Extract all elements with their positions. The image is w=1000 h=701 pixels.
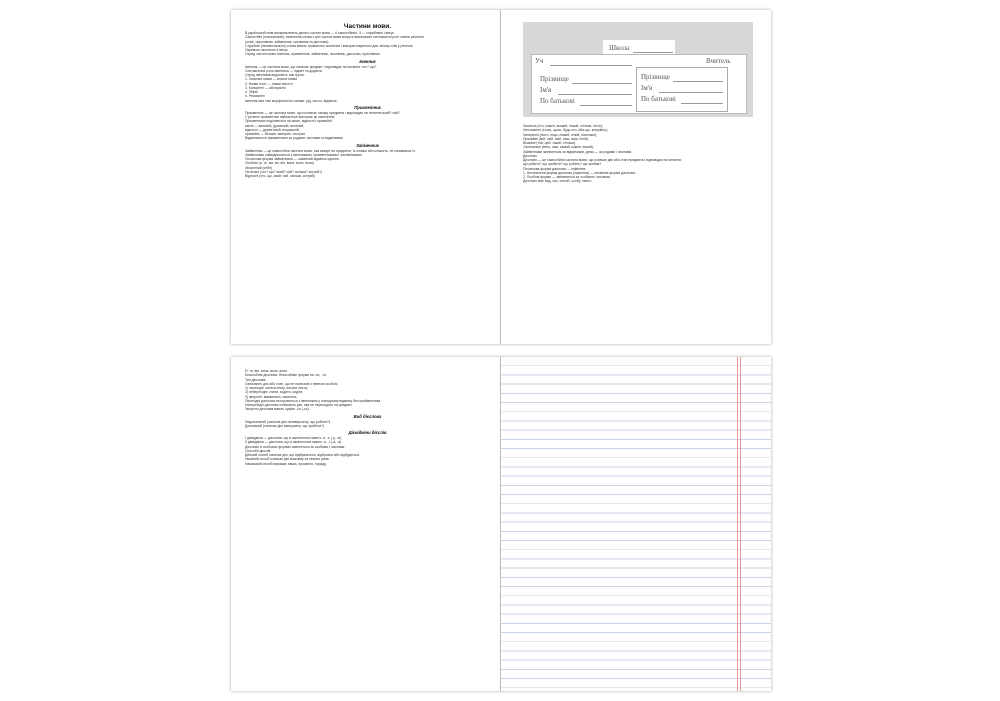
page-grammar-reference-left bbox=[231, 357, 501, 691]
student-patronymic-label: По батькові bbox=[540, 97, 575, 105]
section-heading: Дієслово bbox=[523, 153, 538, 158]
text-line: Іменник має такі морфологічні ознаки: рід, число, відмінок. bbox=[245, 98, 338, 103]
text-line: Дієслово в особових формах змінюється за особами і числами. bbox=[245, 444, 346, 449]
text-line: Тип дієслова: bbox=[245, 377, 267, 382]
page-cover-label-right bbox=[501, 10, 771, 344]
notebook-spread-top bbox=[231, 10, 771, 344]
text-line: Займенники співвідносяться з іменниками, прикметниками і числівниками. bbox=[245, 152, 363, 157]
notebook-spread-bottom bbox=[231, 357, 771, 691]
student-first-name-label: Ім'я bbox=[540, 86, 552, 94]
text-line: Іменник — це частина мови, що означає предмет і відповідає на питання: хто? що? bbox=[245, 64, 377, 69]
text-line: Вказівні (той, цей, такий, стільки). bbox=[523, 141, 576, 145]
text-line: 2. Назви істот — назви неістот bbox=[245, 81, 293, 86]
text-line: Дієслово — це самостійна частина мови, що означає дію або стан предмета і відповідає на питання: bbox=[523, 158, 682, 162]
text-line: Відносні (хто, що, який, чий, скільки, котрий) bbox=[245, 174, 315, 178]
page-title: Частини мови. bbox=[343, 23, 392, 30]
text-line: Умовний спосіб означає дію можливу за певних умов. bbox=[245, 457, 330, 462]
text-line: Серед частин мови: іменник, прикметник, займенник, числівник, дієслово, прислівник. bbox=[245, 52, 381, 57]
text-line: Дійсний спосіб означає дію, що відбувається, відбулася або відбудеться. bbox=[245, 453, 360, 457]
text-line: Неперехідні дієслова означають дію, яка не переходить на предмет. bbox=[245, 403, 353, 407]
text-line: 5. Речовинні bbox=[245, 94, 265, 99]
teacher-label: Вчитель bbox=[706, 57, 731, 65]
cover-label bbox=[523, 22, 753, 117]
text-line: відносні — дерев'яний, вчорашній; bbox=[245, 127, 300, 132]
text-line: 1. Загальні назви — власні назви bbox=[245, 77, 298, 82]
text-line: I дієвідміна — дієслова, що в закінченнях мають -е, -є (-у, -ю). bbox=[245, 436, 343, 440]
underline bbox=[659, 92, 723, 93]
text-line: Дієслово має вид, час, спосіб, особу, число. bbox=[523, 179, 593, 184]
text-line: Зворотні дієслова мають суфікс -ся (-сь). bbox=[245, 407, 310, 412]
text-line: 1) перехідні: читати книгу, писати листа; bbox=[245, 386, 308, 390]
page-lined-right bbox=[501, 357, 771, 691]
student-last-name-label: Прізвище bbox=[540, 75, 569, 83]
page-text bbox=[245, 369, 490, 466]
section-heading: Іменник bbox=[359, 58, 376, 64]
text-line: Серед іменників виділяють такі групи: bbox=[245, 73, 305, 77]
student-underline bbox=[550, 65, 632, 66]
page-text bbox=[523, 124, 759, 184]
text-line: Я, ти, він, вона, воно, вони bbox=[245, 369, 287, 373]
underline bbox=[673, 81, 723, 82]
text-line: Доконаний (означає дію завершену: що зробити?) bbox=[245, 423, 324, 428]
text-line: Окремою частиною є вигук. bbox=[245, 48, 289, 52]
text-line: (отже, прислівник, займенник, числівник та дієслово). bbox=[245, 39, 330, 44]
text-line: Означають дію або стан, що не пов'язані з певною особою. bbox=[245, 381, 339, 386]
text-line: Неозначені (хтось, щось, будь-хто, аби-що, котрийсь); bbox=[523, 128, 608, 133]
text-line: Службові (неповнозначні) слова мають граматичні значення і використовуються для зв'язку слів у реченні. bbox=[245, 43, 414, 48]
section-heading: Дієвідміни дієслів bbox=[348, 430, 387, 435]
page-grammar-reference-left bbox=[231, 10, 501, 344]
teacher-first-name-label: Ім'я bbox=[641, 84, 653, 92]
text-line: Перехідні дієслова сполучаються з іменником у знахідному відмінку без прийменника. bbox=[245, 398, 382, 403]
text-line: Самостійні (повнозначні), мовлення слова з цих частин мови можуть виконувати синтаксичні ролі членів речення bbox=[245, 35, 424, 40]
text-line: Початкова форма дієслова — інфінітив. bbox=[523, 166, 587, 171]
underline bbox=[558, 94, 632, 95]
text-line: Початкова форма займенника — називний відмінок однини. bbox=[245, 157, 340, 161]
ruled-lines bbox=[501, 357, 771, 691]
school-underline bbox=[633, 52, 673, 53]
underline bbox=[580, 105, 632, 106]
section-heading: Займенник bbox=[356, 142, 379, 148]
text-line: Загальні (хто, кожен, всякий, інший, стільки, ніхто); bbox=[523, 124, 603, 128]
text-line: 3. Конкретні — абстрактні bbox=[245, 85, 286, 90]
text-line: 1. Неозначена форма дієслова (інфінітив) — незмінна форма дієслова. bbox=[523, 170, 636, 175]
text-line: Синтаксична роль іменника — підмет та додаток. bbox=[245, 68, 323, 73]
section-heading: Прикметник bbox=[354, 104, 381, 110]
text-line: присвійні — батьків, материн, сестрин. bbox=[245, 132, 307, 136]
page-text bbox=[245, 22, 490, 178]
text-line: 2) неперехідні: спати, ходити, сидіти; bbox=[245, 390, 304, 395]
text-line: II дієвідміна — дієслова, що в закінченнях мають -и, -ї (-а, -я). bbox=[245, 440, 343, 445]
text-line: Прикметники поділяються на якісні, відносні і присвійні: bbox=[245, 119, 333, 124]
text-line: 3) зворотні: вмиватися, сміятися; bbox=[245, 394, 297, 399]
text-line: Способи дієслів bbox=[245, 448, 271, 453]
text-line: Займенники змінюються за відмінками, деякі — за родами і числами. bbox=[523, 149, 633, 154]
text-line: У реченні прикметник найчастіше виступає як означення. bbox=[245, 115, 336, 119]
text-line: 4. Збірні bbox=[245, 90, 259, 94]
teacher-box bbox=[636, 67, 728, 112]
text-line: Безособові дієслова: безособове форма на -но, -то. bbox=[245, 373, 327, 378]
teacher-patronymic-label: По батькові bbox=[641, 95, 676, 103]
text-line: що робити? що зробити? що робить? що зробив? bbox=[523, 162, 602, 167]
school-label: Школа bbox=[609, 44, 630, 52]
text-line: Недоконаний (означає дію незавершену: що робити?) bbox=[245, 419, 331, 424]
text-line: Прикметник — це частина мови, що позначає ознаку предмета і відповідає на питання який? чий? bbox=[245, 110, 400, 115]
section-heading: Вид дієслова bbox=[353, 413, 382, 419]
text-line: Означальні (весь, сам, самий, кожен, інший). bbox=[523, 145, 594, 150]
intro-block bbox=[245, 31, 490, 57]
margin-line bbox=[737, 357, 738, 691]
sections-block bbox=[245, 59, 490, 179]
text-line: Присвійні (мій, твій, свій, наш, ваш, їхній); bbox=[523, 136, 589, 141]
text-line: Наказовий спосіб виражає наказ, прохання, пораду. bbox=[245, 461, 327, 466]
student-label: Уч bbox=[535, 57, 544, 65]
underline bbox=[681, 103, 723, 104]
teacher-last-name-label: Прізвище bbox=[641, 73, 670, 81]
text-line: В українській мові виокремлюють десять частин мови — 6 самостійних, 3 — службових і вигук. bbox=[245, 31, 395, 35]
margin-line bbox=[740, 357, 741, 691]
text-line: якісні — великий, духмяний, веселий; bbox=[245, 123, 305, 128]
text-line: Зворотний (себе) bbox=[245, 165, 273, 170]
text-line: Заперечні (ніхто, ніщо, ніякий, нічий, ніскільки); bbox=[523, 132, 597, 137]
underline bbox=[572, 83, 632, 84]
text-line: Відмінюються прикметники за родами, числами та відмінками. bbox=[245, 136, 344, 141]
text-line: Особові (я, ти, ми, ви, він, вона, воно, вони) bbox=[245, 161, 314, 166]
text-line: Питальні (хто? що? який? чий? скільки? котрий?) bbox=[245, 169, 323, 174]
text-line: Займенник — це самостійна частина мови, яка вказує на предмети, їх ознаки або кількість, не називаючи їх. bbox=[245, 148, 416, 153]
text-line: 2. Особові форми — змінюються за особами і числами. bbox=[523, 175, 611, 179]
